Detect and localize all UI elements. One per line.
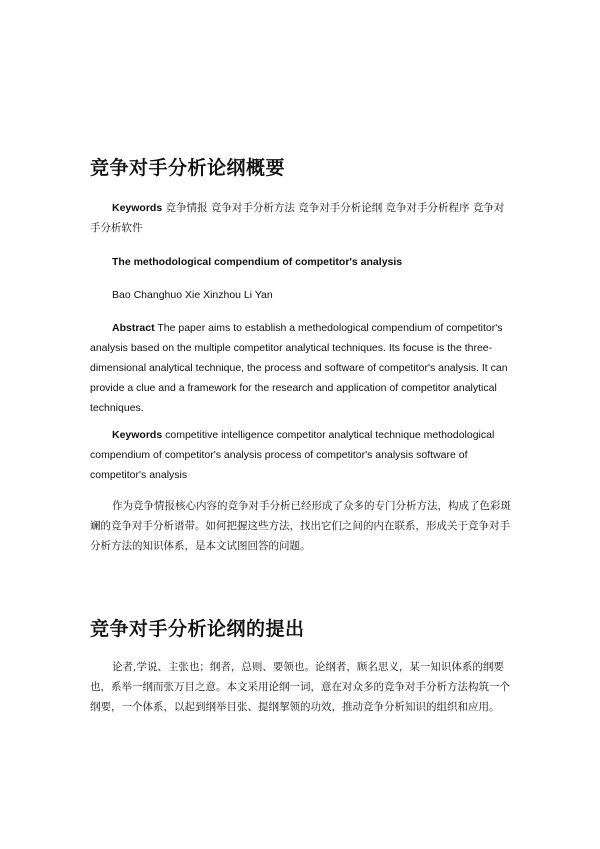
section-title-proposal: 竞争对手分析论纲的提出	[90, 618, 305, 640]
section-title-overview: 竞争对手分析论纲概要	[90, 157, 286, 179]
keywords-cn-paragraph	[90, 198, 512, 238]
keywords-en-paragraph	[90, 425, 512, 485]
intro-paragraph: 作为竞争情报核心内容的竞争对手分析已经形成了众多的专门分析方法，构成了色彩斑斓的竞争对手分析谱带。如何把握这些方法，找出它们之间的内在联系，形成关于竞争对手分析方法的知识体系，是本文试图回答的问题。	[90, 500, 511, 552]
abstract-text: The paper aims to establish a methedological compendium of competitor's analysis based on the multiple competitor analytical techniques. Its focuse is the three-dimensional analytical technique, the process and software of competitor's analysis. It can provide a clue and a framework for the research and application of competitor analytical techniques.	[90, 322, 508, 414]
keywords-en-text: competitive intelligence competitor analytical technique methodological compendium of competitor's analysis process of competitor's analysis software of competitor's analysis	[90, 429, 495, 481]
english-title: The methodological compendium of competitor's analysis	[112, 256, 403, 268]
keywords-cn-label: Keywords	[112, 202, 163, 214]
abstract-paragraph	[90, 318, 512, 418]
abstract-label: Abstract	[112, 322, 155, 334]
authors: Bao Changhuo Xie Xinzhou Li Yan	[112, 289, 273, 301]
proposal-paragraph: 论者,学说、主张也；纲者，总则、要领也。论纲者，顾名思义，某一知识体系的纲要也，系举一纲而张万目之意。本文采用论纲一词，意在对众多的竞争对手分析方法构筑一个纲要，一个体系，以起到纲举目张、提纲挈领的功效，推动竞争分析知识的组织和应用。	[90, 661, 510, 713]
keywords-en-label: Keywords	[112, 429, 163, 441]
keywords-cn-text: 竞争情报 竞争对手分析方法 竞争对手分析论纲 竞争对手分析程序 竞争对手分析软件	[90, 202, 505, 234]
